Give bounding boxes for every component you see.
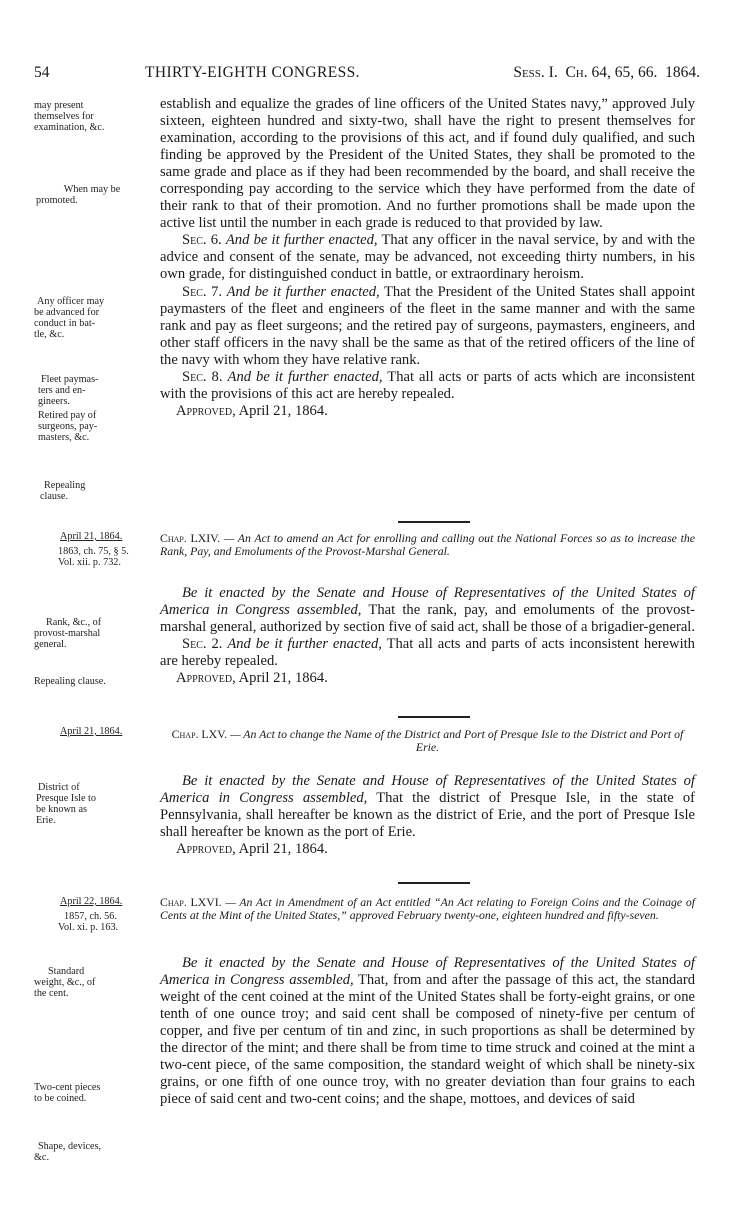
margin-note-line: &c. <box>34 1152 49 1163</box>
margin-note-line: ters and en- <box>38 385 86 396</box>
margin-note-may-present <box>34 100 154 133</box>
approval-line <box>160 841 695 858</box>
margin-note-date-chap64: April 21, 1864. <box>60 531 123 542</box>
enacting-phrase: And be it further enacted, <box>227 636 382 653</box>
paragraph-chap64-enact <box>160 585 695 636</box>
margin-note-line: general. <box>34 639 67 650</box>
paragraph-sec8 <box>160 369 695 403</box>
section-text: That all acts and parts of acts inconsistent herewith are hereby repealed. <box>160 636 695 670</box>
margin-note-line: Erie. <box>36 815 56 826</box>
margin-note-line: Rank, &c., of <box>46 617 102 628</box>
margin-note-line: Two-cent pieces <box>34 1082 101 1093</box>
approved-date: April 21, 1864. <box>238 670 328 687</box>
section-block-navy-act <box>160 96 695 420</box>
separator-rule <box>398 882 470 884</box>
section-text: That all acts or parts of acts which are inconsistent with the provisions of this act are hereby repealed. <box>160 368 695 402</box>
session-chapters <box>513 64 700 82</box>
margin-note-line: provost-marshal <box>34 628 101 639</box>
section-text: That, from and after the passage of this act, the standard weight of the cent coined at the mint of the United States shall be forty-eight grains, or one tenth of one ounce troy; and said cent shall be composed of ninety-five per centum of copper, and five per centum of tin and zinc, in such proportions as shall be determined by the director of the mint; and there shall be from time to time struck and coined at the mint a two-cent piece, of the same composition, the standard weight of which shall be ninety-six grains, or one fifth of one ounce troy, with no greater deviation than four grains to each piece of said cent and two-cent coins; and the shape, mottoes, and devices of said <box>160 972 695 1108</box>
margin-note-line: the cent. <box>34 988 69 999</box>
paragraph-chap65-enact <box>160 773 695 841</box>
margin-note-line: surgeons, pay- <box>38 421 98 432</box>
margin-note-line: Vol. xii. p. 732. <box>58 557 121 568</box>
margin-note-line: Fleet paymas- <box>41 374 99 385</box>
margin-note-line: be advanced for <box>34 307 100 318</box>
margin-note-line: themselves for <box>34 111 94 122</box>
section-text: That the rank, pay, and emoluments of the provost-marshal general, authorized by section five of said act, shall be those of a brigadier-general. <box>160 602 696 636</box>
margin-note-officer-advanced <box>34 296 154 340</box>
chapter-64-body <box>160 585 695 687</box>
margin-note-line: Any officer may <box>37 296 105 307</box>
margin-note-line: weight, &c., of <box>34 977 96 988</box>
margin-note-presque-isle <box>36 782 156 826</box>
paragraph-chap66-enact <box>160 955 695 1108</box>
paragraph-chap64-sec2 <box>160 636 695 670</box>
margin-note-date-chap65: April 21, 1864. <box>60 726 123 737</box>
section-label: Sec. 8. <box>182 368 223 385</box>
margin-note-standard-weight <box>34 966 154 999</box>
margin-note-line: conduct in bat- <box>34 318 96 329</box>
margin-note-line: Retired pay of <box>38 410 97 421</box>
paragraph-sec6 <box>160 232 695 283</box>
separator-rule <box>398 521 470 523</box>
chapter-label: Chap. LXIV. <box>160 531 221 545</box>
margin-note-line: clause. <box>40 491 69 502</box>
approval-line <box>160 670 695 687</box>
margin-note-line: gineers. <box>38 396 70 407</box>
margin-note-line: examination, &c. <box>34 122 105 133</box>
paragraph-continuation: establish and equalize the grades of line officers of the United States navy,” approved July sixteen, eighteen hundred and sixty-two, shall have the right to present themselves for examination, according to the provisions of this act, and if found duly qualified, and such finding be approved by the President of the United States, they shall be promoted to the same grade and place as if they had been recommended by the board, and shall receive the corresponding pay according to the service which they have performed from the date of their rank to that of their promotion. And no further promotions shall be made upon the active list until the number in each grade is reduced to that provided by law. <box>160 96 695 232</box>
margin-note-line: Shape, devices, <box>38 1141 102 1152</box>
chapter-66-heading <box>160 896 695 922</box>
running-header <box>34 64 700 86</box>
section-label: Sec. 7. <box>182 283 223 300</box>
margin-note-retired-pay <box>38 410 158 443</box>
chapter-64-heading <box>160 532 695 558</box>
enacting-clause: Be it enacted by the Senate and House of Representatives of the United States of America in Congress assembled, <box>160 955 695 989</box>
page-number: 54 <box>34 64 50 81</box>
chapter-label: Chap. LXV. <box>171 727 228 741</box>
separator-rule <box>398 716 470 718</box>
margin-note-line: Standard <box>48 966 85 977</box>
margin-note-line: Vol. xi. p. 163. <box>58 922 119 933</box>
paragraph-sec7 <box>160 284 695 369</box>
margin-note-provost-marshal <box>34 617 154 650</box>
margin-note-line: Repealing <box>44 480 86 491</box>
margin-note-line: to be coined. <box>34 1093 87 1104</box>
margin-note-line: Presque Isle to <box>36 793 96 804</box>
approved-date: April 21, 1864. <box>238 841 328 858</box>
section-text: That the district of Presque Isle, in the state of Pennsylvania, shall hereafter be known as the district of Erie, and the port of Presque Isle shall hereafter be known as the port of Erie. <box>160 790 696 841</box>
chapter-66-body <box>160 955 695 1108</box>
chapter-numbers: Ch. 64, 65, 66. <box>565 64 658 81</box>
margin-note-line: 1863, ch. 75, § 5. <box>58 546 129 557</box>
enacting-phrase: And be it further enacted, <box>226 283 380 300</box>
chapter-title: — An Act in Amendment of an Act entitled “An Act relating to Foreign Coins and the Coinage of Cents at the Mint of the United States,” approved February twenty-one, eighteen hundred and fifty-seven. <box>160 895 695 922</box>
section-label: Sec. 2. <box>182 636 223 653</box>
margin-note-shape-devices <box>34 1141 154 1163</box>
margin-note-when-promoted <box>32 184 152 206</box>
session-label: Sess. I. <box>513 64 558 81</box>
chapter-65-heading <box>160 728 695 754</box>
section-text: That any officer in the naval service, by and with the advice and consent of the senate, may be advanced, not exceeding thirty numbers, in his own grade, for distinguished conduct in battle, or extraordinary heroism. <box>160 232 695 283</box>
margin-note-line: 1857, ch. 56. <box>64 911 117 922</box>
approval-line <box>160 403 695 420</box>
margin-note-line: When may be <box>63 184 121 195</box>
header-year: 1864. <box>665 64 700 81</box>
section-label: Sec. 6. <box>182 232 222 249</box>
approved-label: Approved, <box>176 670 236 687</box>
approved-label: Approved, <box>176 841 236 858</box>
chapter-title: — An Act to amend an Act for enrolling and calling out the National Forces so as to increase the Rank, Pay, and Emoluments of the Provost-Marshal General. <box>160 531 696 558</box>
enacting-phrase: And be it further enacted, <box>227 368 383 385</box>
margin-note-line: District of <box>38 782 80 793</box>
section-text: That the President of the United States shall appoint paymasters of the fleet and engineers of the fleet in the same manner and with the same rank and pay as fleet surgeons; and the retired pay of surgeons, paymasters, engineers, and other staff officers in the navy shall be the same as that of the retired officers of the line of the navy with whom they have relative rank. <box>160 283 696 368</box>
margin-note-fleet-paymasters <box>38 374 158 407</box>
margin-note-line: be known as <box>36 804 87 815</box>
page-title: THIRTY-EIGHTH CONGRESS. <box>145 64 360 81</box>
margin-note-line: masters, &c. <box>38 432 90 443</box>
chapter-label: Chap. LXVI. <box>160 895 222 909</box>
enacting-phrase: And be it further enacted, <box>225 232 378 249</box>
margin-note-two-cent <box>34 1082 154 1104</box>
chapter-title: — An Act to change the Name of the District and Port of Presque Isle to the District and Port of Erie. <box>230 727 684 754</box>
margin-note-line: promoted. <box>36 195 78 206</box>
margin-note-line: may present <box>34 100 84 111</box>
margin-note-repealing-clause <box>40 480 160 502</box>
approved-label: Approved, <box>176 402 236 419</box>
margin-note-line: tle, &c. <box>34 329 65 340</box>
chapter-65-body <box>160 773 695 858</box>
enacting-clause: Be it enacted by the Senate and House of Representatives of the United States of America in Congress assembled, <box>160 773 695 807</box>
margin-note-repealing-clause-2: Repealing clause. <box>34 676 106 687</box>
approved-date: April 21, 1864. <box>238 402 328 419</box>
enacting-clause: Be it enacted by the Senate and House of Representatives of the United States of America in Congress assembled, <box>160 585 695 619</box>
margin-note-date-chap66: April 22, 1864. <box>60 896 123 907</box>
